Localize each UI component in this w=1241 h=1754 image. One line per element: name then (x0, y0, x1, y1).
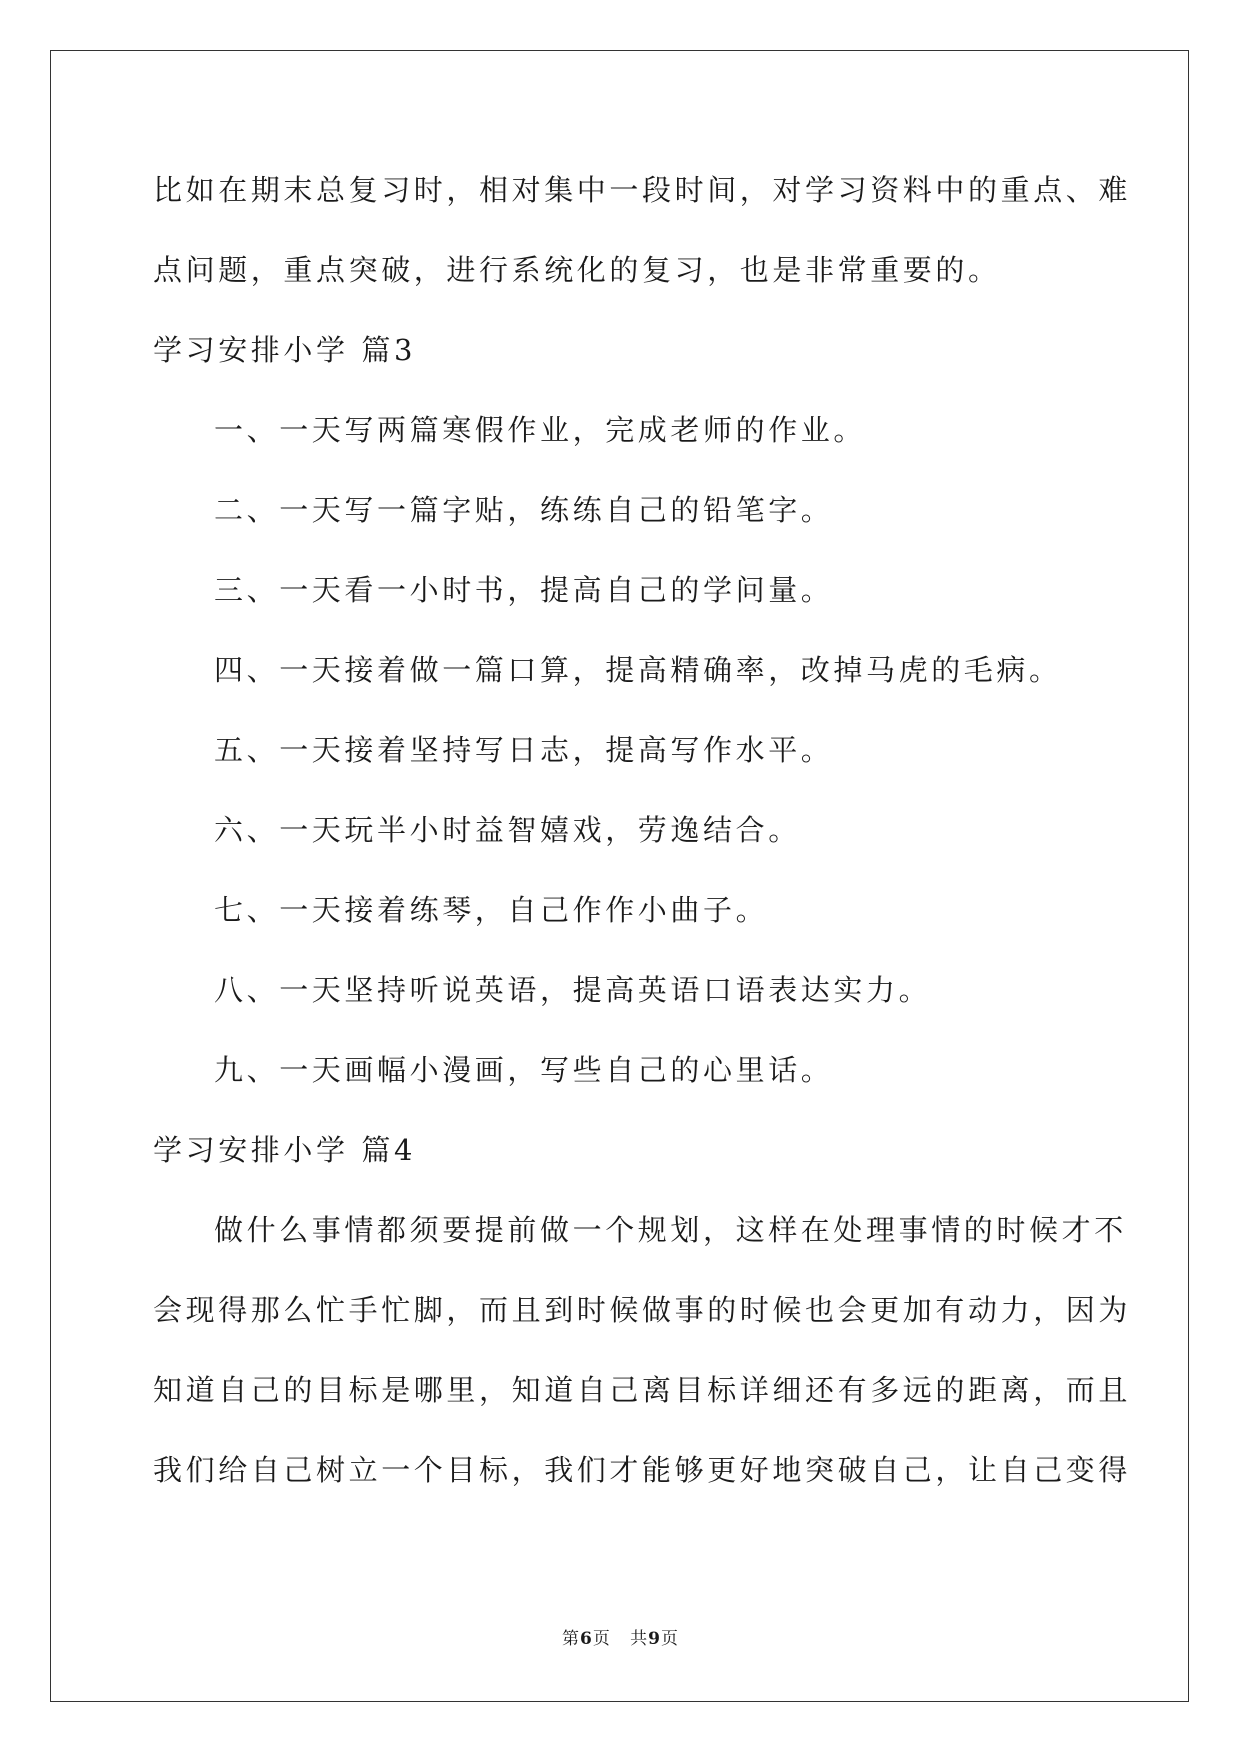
list-item-9: 九、一天画幅小漫画，写些自己的心里话。 (214, 1053, 834, 1087)
footer-page-prefix: 第 (562, 1629, 581, 1649)
footer-total-prefix: 共 (630, 1629, 649, 1649)
list-item-1: 一、一天写两篇寒假作业，完成老师的作业。 (214, 413, 867, 447)
list-item-7: 七、一天接着练琴，自己作作小曲子。 (214, 893, 769, 927)
body-line-2: 点问题，重点突破，进行系统化的复习，也是非常重要的。 (153, 253, 1001, 287)
list-item-2: 二、一天写一篇字贴，练练自己的铅笔字。 (214, 493, 834, 527)
paragraph-line-3: 知道自己的目标是哪里，知道自己离目标详细还有多远的距离，而且 (153, 1373, 1132, 1407)
list-item-5: 五、一天接着坚持写日志，提高写作水平。 (214, 733, 834, 767)
list-item-3: 三、一天看一小时书，提高自己的学问量。 (214, 573, 834, 607)
paragraph-line-2: 会现得那么忙手忙脚，而且到时候做事的时候也会更加有动力，因为 (153, 1293, 1132, 1327)
list-item-8: 八、一天坚持听说英语，提高英语口语表达实力。 (214, 973, 932, 1007)
paragraph-line-1: 做什么事情都须要提前做一个规划，这样在处理事情的时候才不 (214, 1213, 1127, 1247)
footer-page-suffix: 页 (592, 1629, 611, 1649)
page-footer (0, 1624, 1241, 1649)
paragraph-line-4: 我们给自己树立一个目标，我们才能够更好地突破自己，让自己变得 (153, 1453, 1132, 1487)
footer-page-current: 6 (580, 1629, 593, 1649)
body-line-1: 比如在期末总复习时，相对集中一段时间，对学习资料中的重点、难 (153, 173, 1132, 207)
section-heading-3: 学习安排小学 篇3 (153, 333, 417, 367)
section-heading-4: 学习安排小学 篇4 (153, 1133, 417, 1167)
footer-page-total: 9 (648, 1629, 661, 1649)
footer-total-suffix: 页 (660, 1629, 679, 1649)
list-item-4: 四、一天接着做一篇口算，提高精确率，改掉马虎的毛病。 (214, 653, 1062, 687)
list-item-6: 六、一天玩半小时益智嬉戏，劳逸结合。 (214, 813, 801, 847)
